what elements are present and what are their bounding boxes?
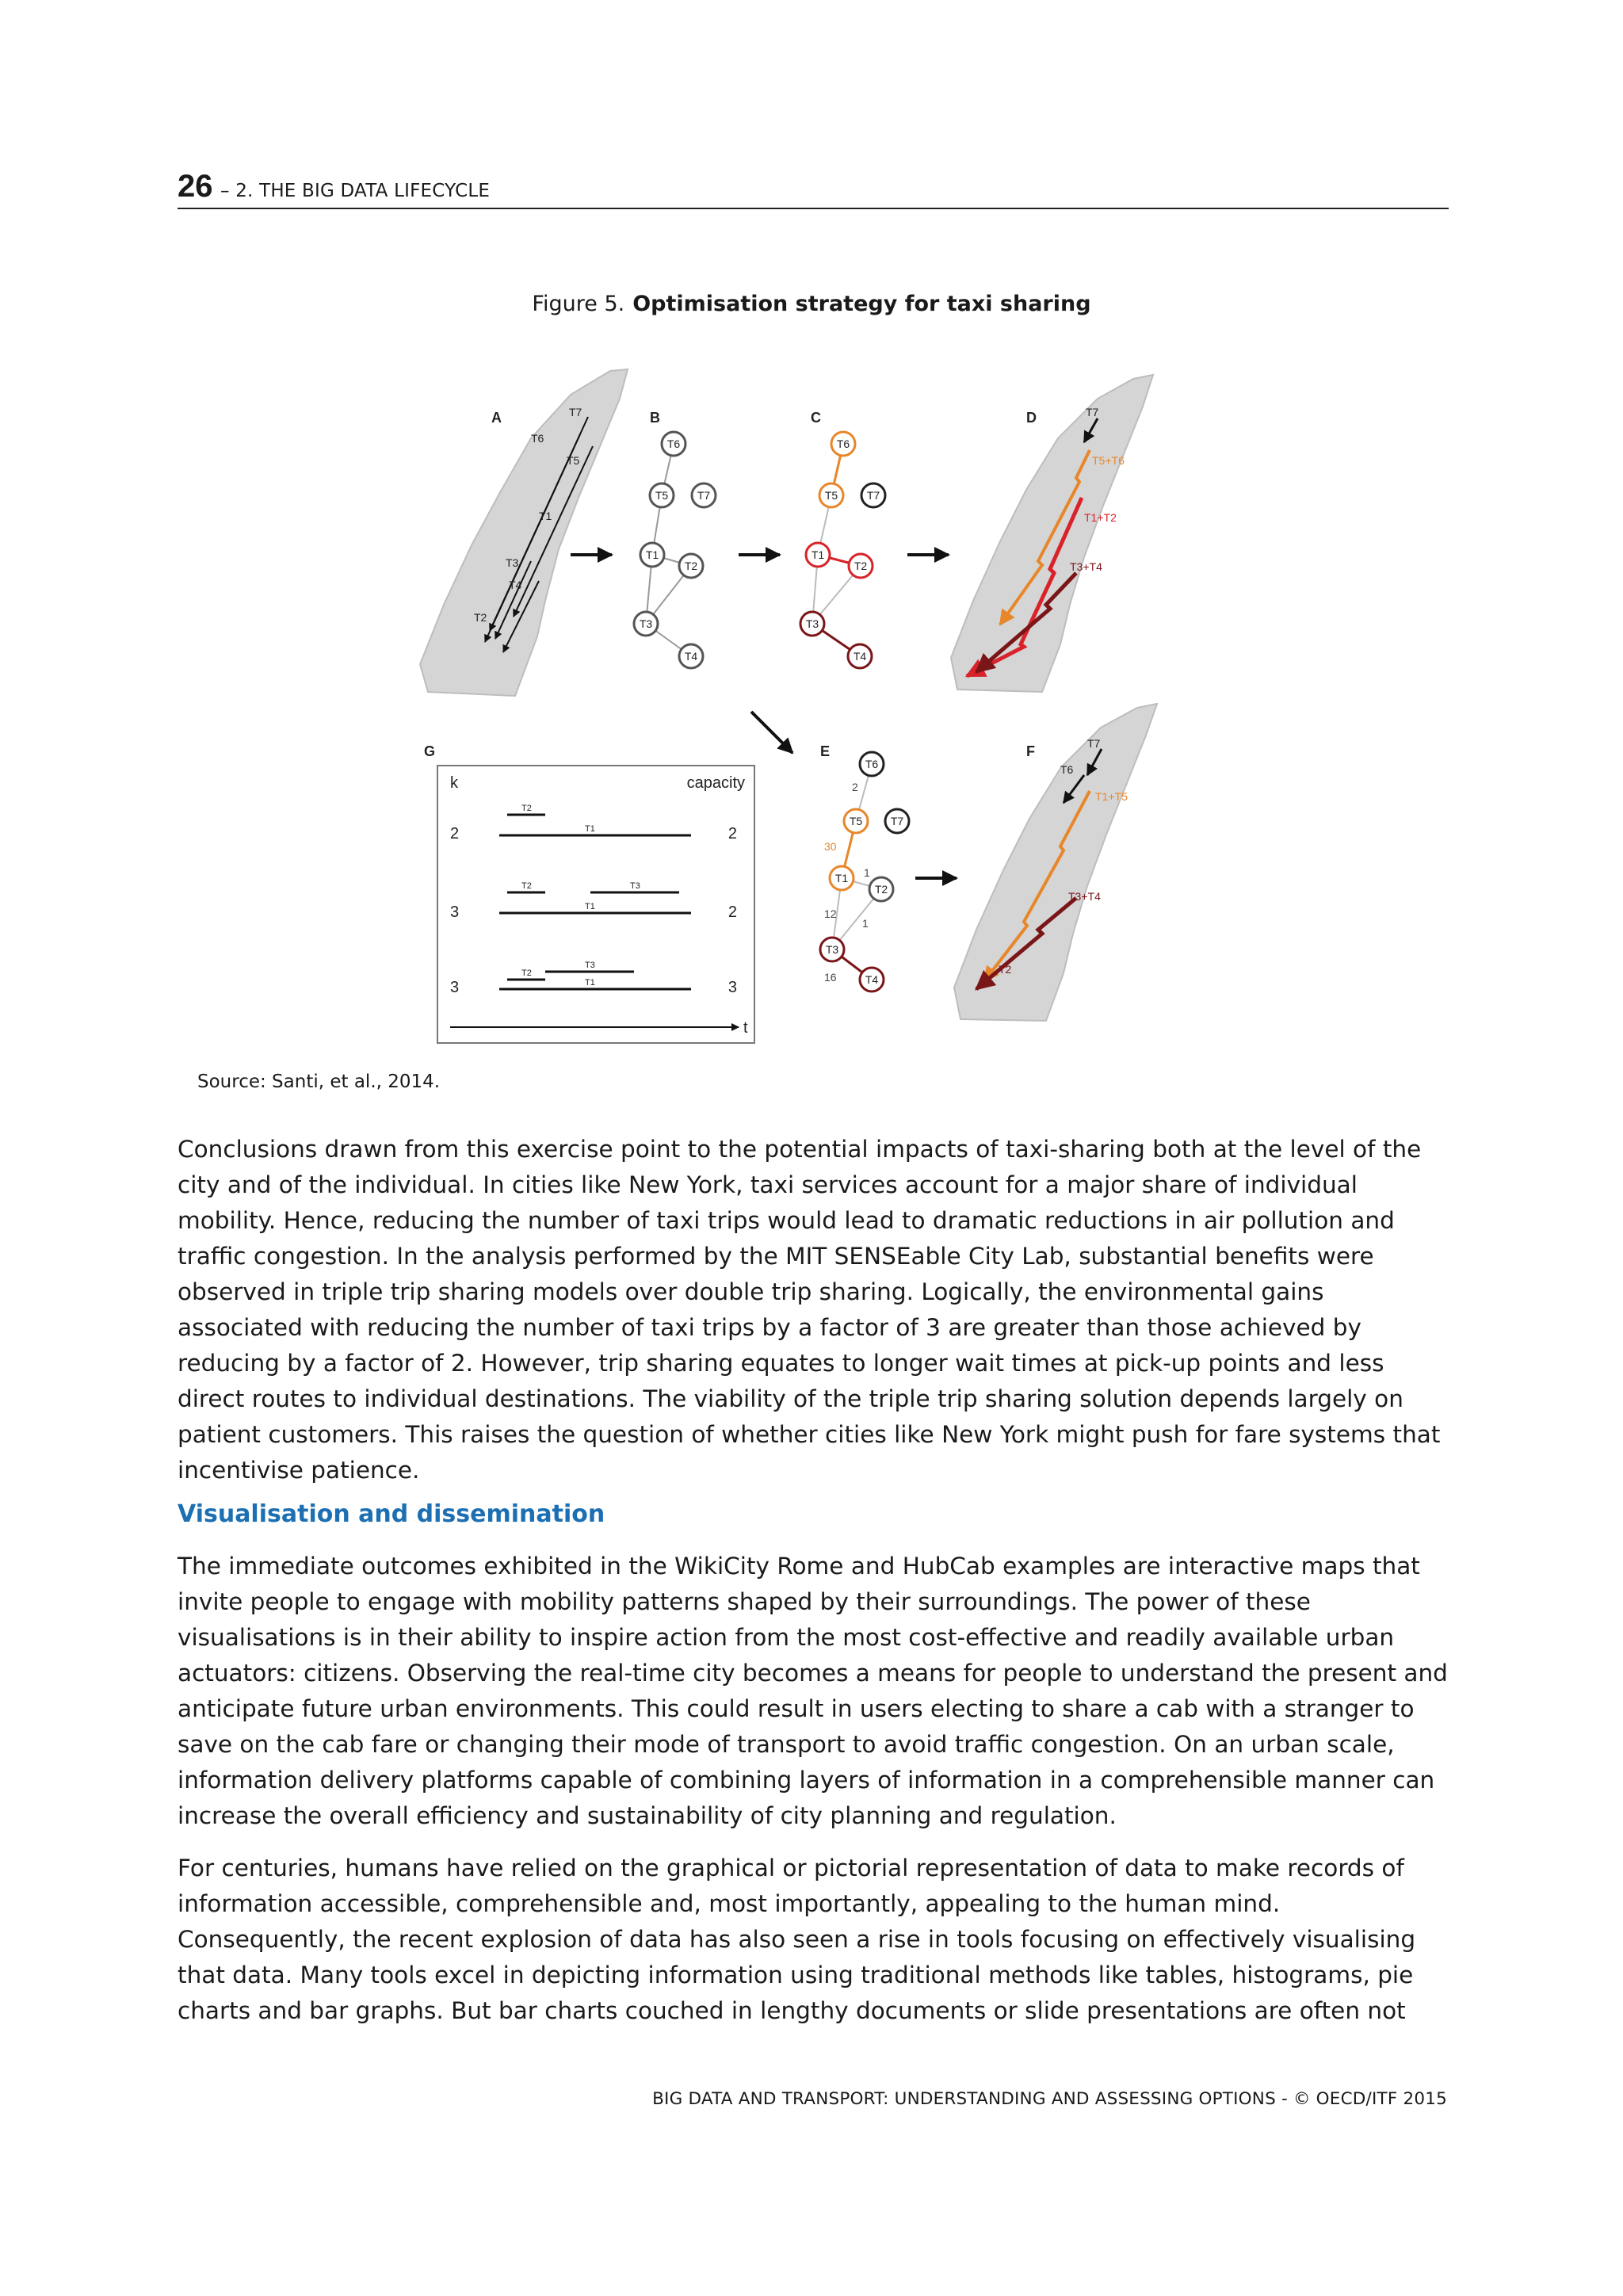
panel-a-label: A — [491, 410, 502, 426]
panel-c-node: T3 — [805, 617, 819, 630]
panel-c — [800, 410, 885, 668]
figure-number: Figure 5. — [532, 292, 625, 316]
row-capacity: 2 — [727, 825, 737, 842]
figure-title: Optimisation strategy for taxi sharing — [632, 292, 1091, 316]
edge-weight: 30 — [824, 840, 837, 853]
row-trip: T2 — [521, 881, 532, 891]
panel-b-node: T3 — [639, 617, 653, 630]
panel-a-trip: T4 — [509, 579, 522, 591]
panel-g-label: G — [424, 743, 436, 759]
panel-e-node: T1 — [834, 872, 849, 884]
row-k: 3 — [450, 904, 460, 921]
panel-a-trip: T6 — [531, 432, 544, 445]
panel-b-label: B — [650, 410, 660, 426]
section-heading: Visualisation and dissemination — [178, 1500, 605, 1528]
edge-weight: 12 — [824, 907, 837, 920]
figure-caption — [0, 292, 1623, 316]
panel-a-trip: T7 — [569, 406, 582, 418]
panel-c-node: T7 — [866, 489, 880, 502]
panel-e-node: T5 — [849, 815, 863, 827]
panel-c-node: T1 — [811, 548, 825, 561]
page-number: 26 — [178, 169, 213, 204]
text-line: increase the overall efficiency and sustainability of city planning and regulation. — [178, 1802, 1117, 1829]
row-capacity: 3 — [727, 979, 737, 996]
text-line: traffic congestion. In the analysis performed by the MIT SENSEable City Lab, substantial benefits were — [178, 1243, 1374, 1270]
text-line: invite people to engage with mobility patterns shaped by their surroundings. The power of these — [178, 1588, 1311, 1615]
panel-f-route: T7 — [1087, 737, 1101, 750]
paragraph-centuries — [178, 1851, 1453, 2029]
paragraph-conclusions — [178, 1132, 1453, 1488]
text-line: Consequently, the recent explosion of data has also seen a rise in tools focusing on effectively visualising — [178, 1926, 1416, 1953]
edge-weight: 1 — [864, 866, 870, 879]
panel-e-node: T2 — [874, 883, 888, 896]
text-line: mobility. Hence, reducing the number of taxi trips would lead to dramatic reductions in air pollution and — [178, 1207, 1395, 1234]
text-line: associated with reducing the number of taxi trips by a factor of 3 are greater than those achieved by — [178, 1314, 1361, 1341]
text-line: that data. Many tools excel in depicting information using traditional methods like tables, histograms, pie — [178, 1962, 1414, 1988]
panel-c-node: T4 — [853, 650, 867, 663]
panel-e-node: T7 — [890, 815, 904, 827]
taxi-sharing-figure — [412, 363, 1173, 1045]
capacity-chart-frame — [437, 766, 754, 1043]
row-trip: T3 — [585, 961, 595, 970]
arrow-c-to-e — [751, 712, 792, 753]
figure-source: Source: Santi, et al., 2014. — [197, 1072, 441, 1092]
panel-g — [424, 743, 754, 1043]
row-k: 2 — [450, 825, 460, 842]
panel-e-node: T6 — [865, 758, 879, 770]
panel-a — [420, 369, 628, 696]
panel-f-route: T2 — [999, 963, 1012, 976]
row-trip: T1 — [585, 902, 595, 911]
text-line: patient customers. This raises the question of whether cities like New York might push for fare systems that — [178, 1421, 1441, 1448]
text-line: visualisations is in their ability to inspire action from the most cost-effective and readily available urban — [178, 1624, 1395, 1651]
time-axis-label: t — [743, 1019, 748, 1037]
panel-f-route: T1+T5 — [1095, 790, 1128, 803]
row-trip: T2 — [521, 968, 532, 978]
text-line: reducing by a factor of 2. However, trip sharing equates to longer wait times at pick-up points and less — [178, 1350, 1384, 1377]
page-footer: BIG DATA AND TRANSPORT: UNDERSTANDING AND ASSESSING OPTIONS - © OECD/ITF 2015 — [652, 2089, 1447, 2109]
panel-b-node: T4 — [684, 650, 698, 663]
panel-f-label: F — [1026, 743, 1035, 759]
row-trip: T2 — [521, 804, 532, 813]
text-line: The immediate outcomes exhibited in the WikiCity Rome and HubCab examples are interactive maps that — [178, 1553, 1420, 1580]
panel-a-trip: T5 — [567, 454, 580, 467]
panel-d — [951, 375, 1153, 692]
panel-d-label: D — [1026, 410, 1037, 426]
panel-f — [954, 704, 1157, 1021]
panel-d-route: T7 — [1086, 406, 1099, 418]
text-line: anticipate future urban environments. This could result in users electing to share a cab with a stranger to — [178, 1695, 1415, 1722]
text-line: actuators: citizens. Observing the real-time city becomes a means for people to understand the present and — [178, 1660, 1448, 1687]
row-trip: T1 — [585, 824, 595, 834]
panel-c-node: T5 — [824, 489, 838, 502]
panel-c-node: T6 — [836, 437, 850, 450]
row-capacity: 2 — [727, 904, 737, 921]
panel-a-trip: T3 — [506, 556, 519, 569]
panel-f-route: T6 — [1060, 763, 1074, 776]
edge-weight: 2 — [852, 781, 858, 793]
text-line: information accessible, comprehensible and, most importantly, appealing to the human mind. — [178, 1890, 1281, 1917]
row-k: 3 — [450, 979, 460, 996]
panel-e-node: T4 — [865, 973, 879, 986]
panel-b-node: T2 — [684, 560, 698, 572]
text-line: save on the cab fare or changing their mode of transport to avoid traffic congestion. On an urban scale, — [178, 1731, 1395, 1758]
manhattan-map-a — [420, 369, 628, 696]
row-trip: T1 — [585, 978, 595, 988]
panel-e — [820, 743, 909, 991]
text-line: charts and bar graphs. But bar charts couched in lengthy documents or slide presentations are often not — [178, 1997, 1406, 2024]
edge-weight: 1 — [862, 917, 869, 930]
panel-d-route: T5+T6 — [1092, 454, 1125, 467]
text-line: city and of the individual. In cities like New York, taxi services account for a major share of individual — [178, 1171, 1358, 1198]
panel-a-trip: T1 — [539, 510, 552, 522]
paragraph-visualisation — [178, 1549, 1453, 1834]
panel-d-route: T3+T4 — [1070, 560, 1102, 573]
text-line: observed in triple trip sharing models over double trip sharing. Logically, the environmental gains — [178, 1278, 1324, 1305]
panel-f-route: T3+T4 — [1068, 890, 1101, 903]
panel-c-node: T2 — [854, 560, 868, 572]
row-trip: T3 — [630, 881, 640, 891]
panel-b — [634, 410, 716, 668]
edge-weight: 16 — [824, 971, 837, 984]
text-line: For centuries, humans have relied on the graphical or pictorial representation of data to make records of — [178, 1855, 1404, 1881]
panel-b-node: T7 — [697, 489, 711, 502]
page-header — [178, 168, 1449, 209]
section-title: – 2. THE BIG DATA LIFECYCLE — [220, 181, 491, 201]
panel-d-route: T1+T2 — [1084, 511, 1117, 524]
panel-b-node: T1 — [645, 548, 659, 561]
panel-a-trip: T2 — [474, 611, 487, 624]
panel-e-label: E — [820, 743, 831, 759]
panel-b-node: T6 — [666, 437, 681, 450]
text-line: Conclusions drawn from this exercise point to the potential impacts of taxi-sharing both at the level of the — [178, 1136, 1422, 1163]
text-line: incentivise patience. — [178, 1457, 420, 1484]
text-line: information delivery platforms capable of combining layers of information in a comprehensible manner can — [178, 1767, 1435, 1794]
col-capacity: capacity — [686, 774, 745, 792]
panel-b-node: T5 — [655, 489, 669, 502]
text-line: direct routes to individual destinations. The viability of the triple trip sharing solution depends largely on — [178, 1385, 1403, 1412]
col-k: k — [450, 774, 458, 792]
panel-e-node: T3 — [825, 943, 839, 956]
panel-c-label: C — [811, 410, 821, 426]
